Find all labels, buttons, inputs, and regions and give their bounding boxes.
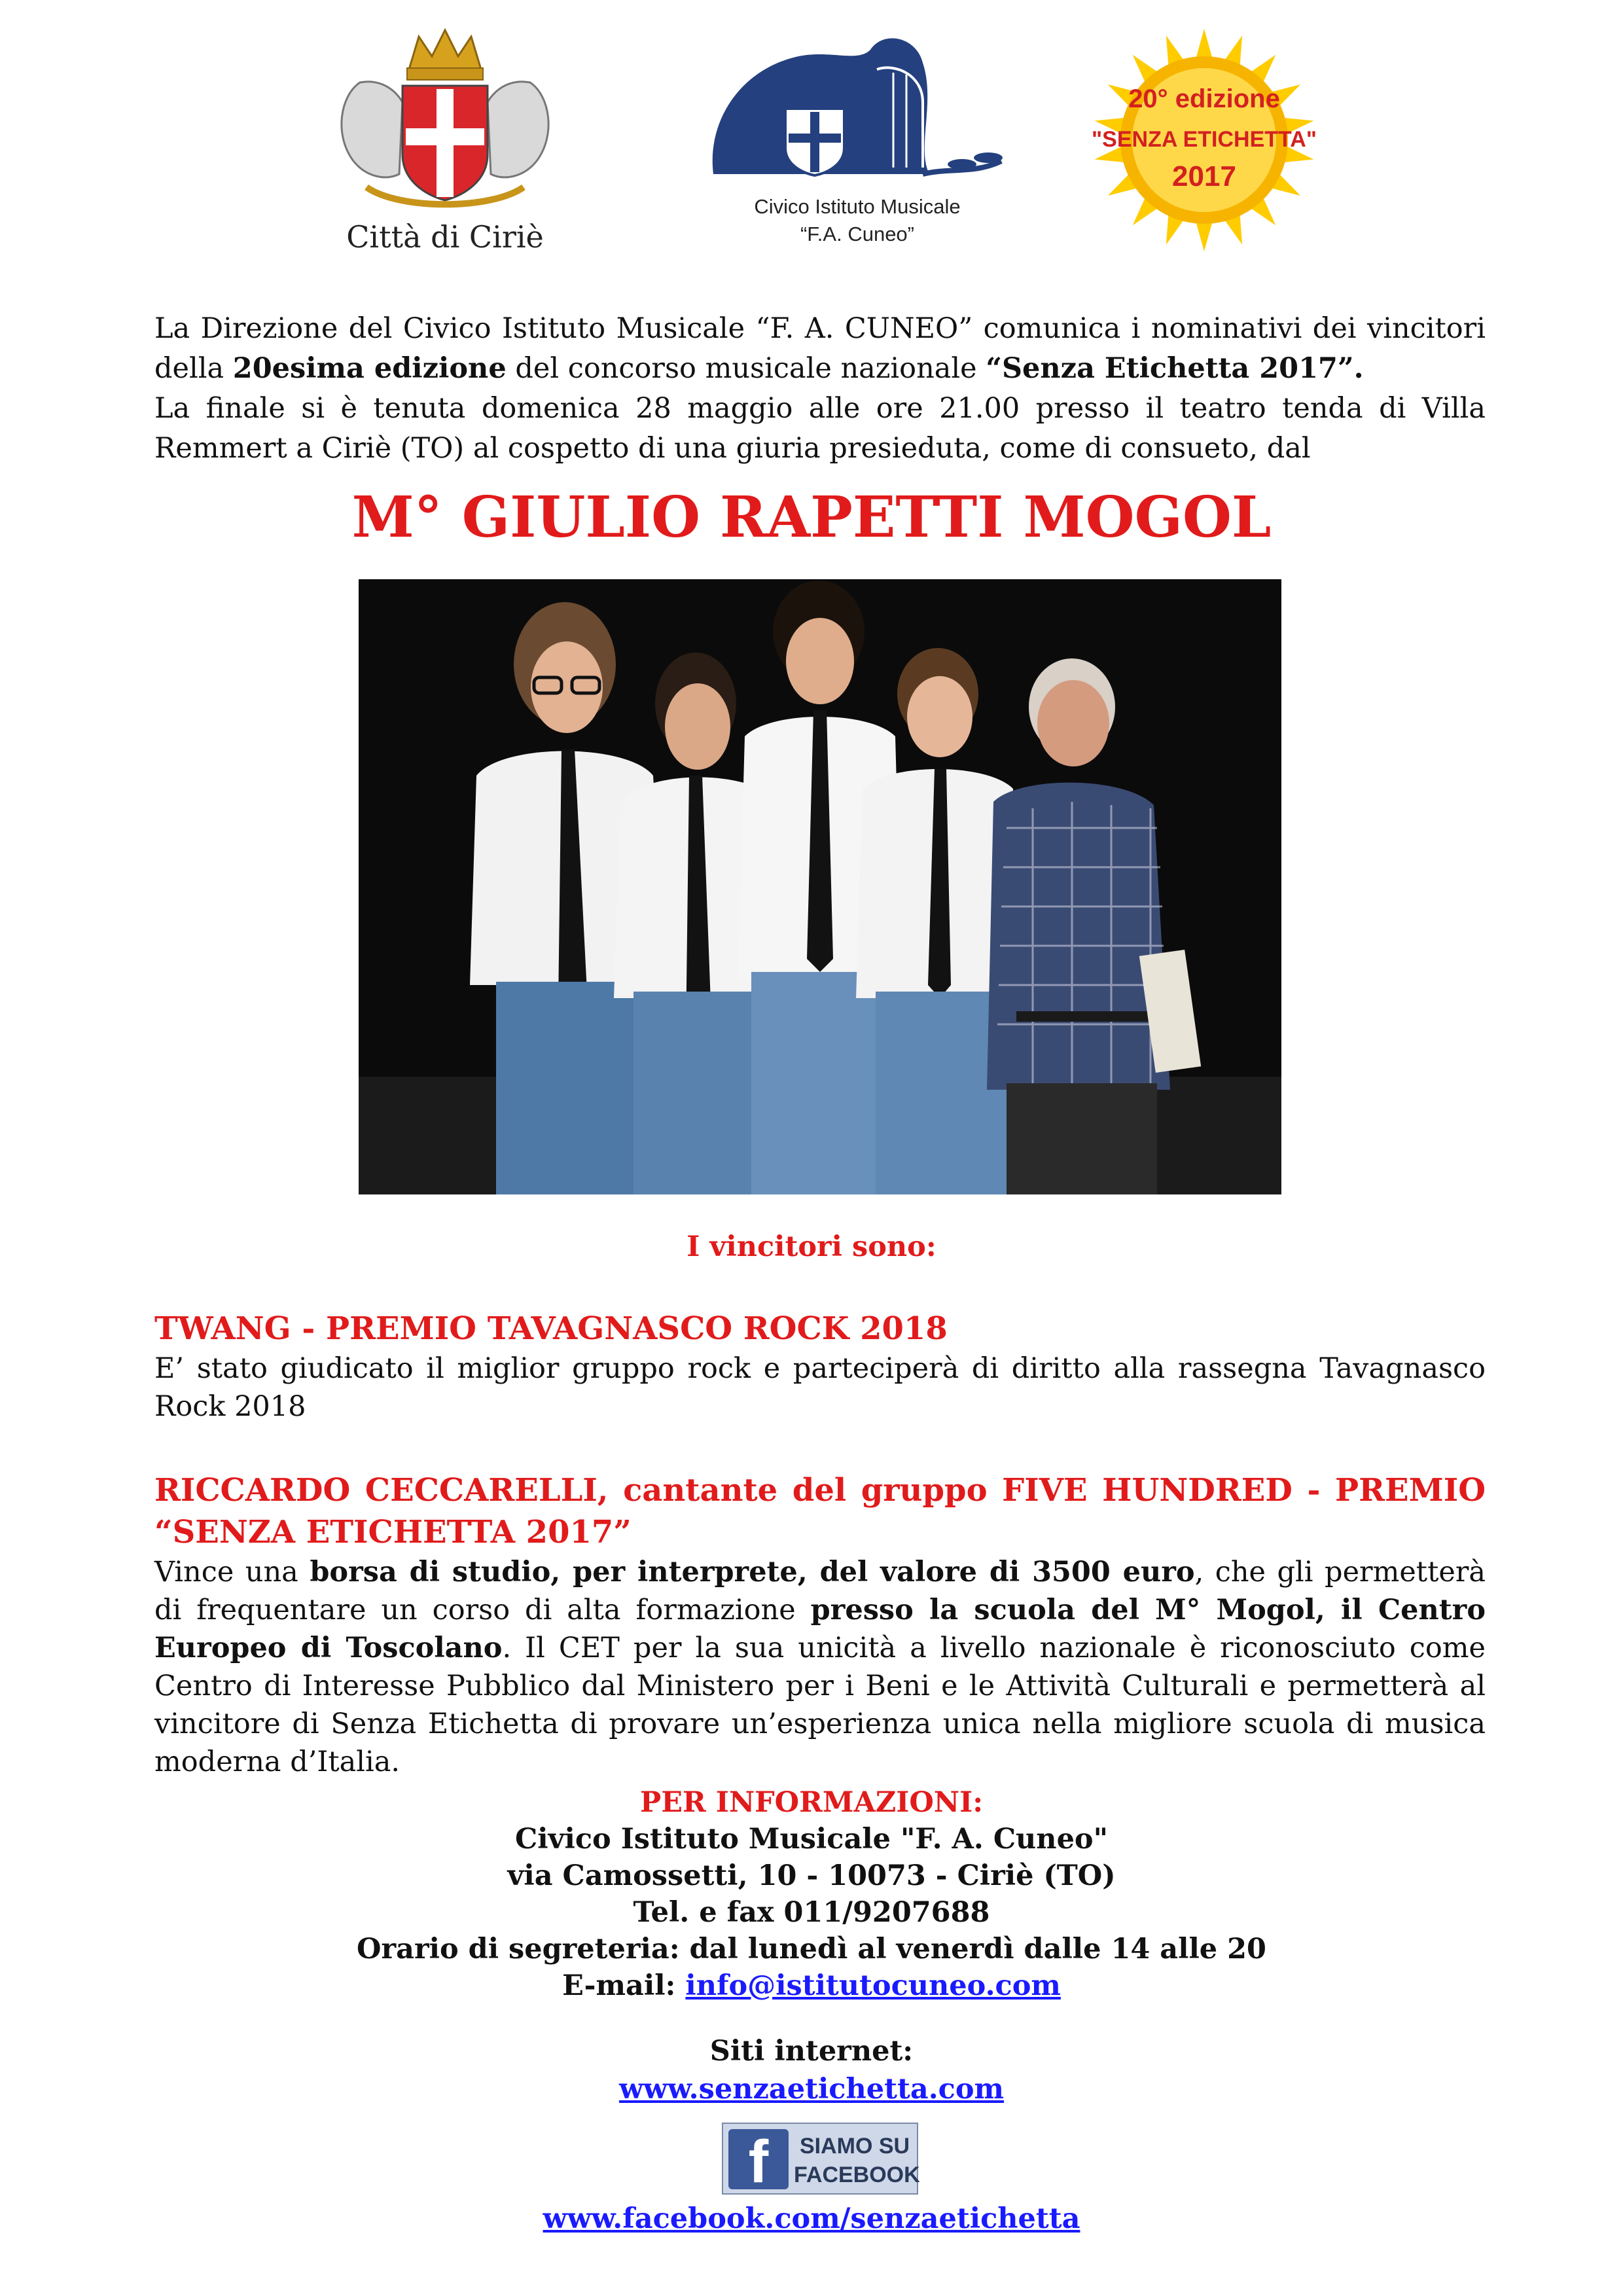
contact-email-line <box>0 1967 1623 2004</box>
cirie-caption: Città di Ciriè <box>346 219 544 255</box>
facebook-icon: f <box>728 2129 789 2189</box>
citta-di-cirie-logo <box>321 24 569 256</box>
contact-hours: Orario di segreteria: dal lunedì al venerdì dalle 14 alle 20 <box>357 1933 1266 1965</box>
jury-president-name: M° GIULIO RAPETTI MOGOL <box>351 484 1272 550</box>
email-label: E-mail: <box>562 1969 686 2002</box>
email-link[interactable]: info@istitutocuneo.com <box>685 1969 1061 2002</box>
award-2-body-part3: . Il CET per la sua unicità a livello nazionale è riconosciuto come Centro di Interesse Pubblico dal Ministero per i Beni e le Attività Culturali e permetterà al vincitore di Senza Etichetta di provare un’esperienza unica nella migliore scuola di musica moderna d’Italia. <box>154 1632 1486 1778</box>
websites <box>0 2032 1623 2108</box>
istituto-caption-line1: Civico Istituto Musicale <box>754 195 961 218</box>
lyre-emblem-icon <box>700 24 1014 187</box>
istituto-musicale-logo <box>700 24 1014 256</box>
award-2-title: RICCARDO CECCARELLI, cantante del gruppo FIVE HUNDRED - PREMIO “SENZA ETICHETTA 2017” <box>154 1472 1486 1551</box>
intro-line1: La Direzione del Civico Istituto Musicale “F. A. CUNEO” comunica i nominativi dei vincitori della <box>154 312 1486 385</box>
senza-etichetta-logo <box>1090 24 1319 256</box>
contact-institute: Civico Istituto Musicale "F. A. Cuneo" <box>514 1823 1109 1856</box>
contact-phone: Tel. e fax 011/9207688 <box>633 1896 990 1929</box>
facebook-url-line <box>0 2202 1623 2235</box>
award-2-school-bold: presso la scuola del M° Mogol, il Centro Europeo di Toscolano <box>154 1594 1486 1664</box>
senza-logo-line3: 2017 <box>1172 160 1236 192</box>
sites-label: Siti internet: <box>709 2035 914 2068</box>
website-link[interactable]: www.senzaetichetta.com <box>618 2073 1005 2106</box>
facebook-badge-line1: SIAMO SU <box>799 2134 910 2159</box>
edition-bold: 20esima edizione <box>232 352 507 385</box>
intro-text <box>154 309 1486 469</box>
winners-photo <box>359 579 1281 1194</box>
contest-name-bold: “Senza Etichetta 2017”. <box>986 352 1364 385</box>
award-2-body-part1: Vince una <box>154 1556 310 1588</box>
facebook-badge[interactable] <box>722 2123 918 2195</box>
senza-logo-line2: "SENZA ETICHETTA" <box>1092 127 1317 152</box>
cirie-coat-of-arms-icon <box>321 24 569 220</box>
senza-logo-line1: 20° edizione <box>1128 84 1280 113</box>
award-2-body <box>154 1553 1486 1781</box>
facebook-badge-text <box>794 2132 920 2189</box>
contact-address: via Camossetti, 10 - 10073 - Ciriè (TO) <box>507 1859 1116 1892</box>
contact-heading: PER INFORMAZIONI: <box>639 1786 984 1819</box>
intro-middle: del concorso musicale nazionale <box>506 352 986 385</box>
facebook-link[interactable]: www.facebook.com/senzaetichetta <box>543 2202 1080 2235</box>
istituto-caption-line2: “F.A. Cuneo” <box>800 223 914 245</box>
award-twang <box>154 1308 1486 1426</box>
intro-paragraph-2: La finale si è tenuta domenica 28 maggio alle ore 21.00 presso il teatro tenda di Villa Remmert a Ciriè (TO) al cospetto di una giuria presieduta, come di consueto, dal <box>154 392 1486 465</box>
sun-badge-icon <box>1090 24 1319 256</box>
contact-info <box>0 1784 1623 2004</box>
winners-group-photo-image <box>359 579 1281 1194</box>
award-ceccarelli <box>154 1469 1486 1781</box>
award-2-body-part2: , che gli permetterà di frequentare un corso di alta formazione <box>154 1556 1486 1626</box>
facebook-badge-line2: FACEBOOK <box>794 2162 920 2187</box>
winners-heading: I vincitori sono: <box>687 1230 936 1263</box>
award-1-body: E’ stato giudicato il miglior gruppo rock e parteciperà di diritto alla rassegna Tavagnasco Rock 2018 <box>154 1352 1486 1423</box>
intro-paragraph-1 <box>154 309 1486 389</box>
award-2-scholarship-bold: borsa di studio, per interprete, del valore di 3500 euro <box>310 1556 1195 1588</box>
award-1-title: TWANG - PREMIO TAVAGNASCO ROCK 2018 <box>154 1310 948 1347</box>
